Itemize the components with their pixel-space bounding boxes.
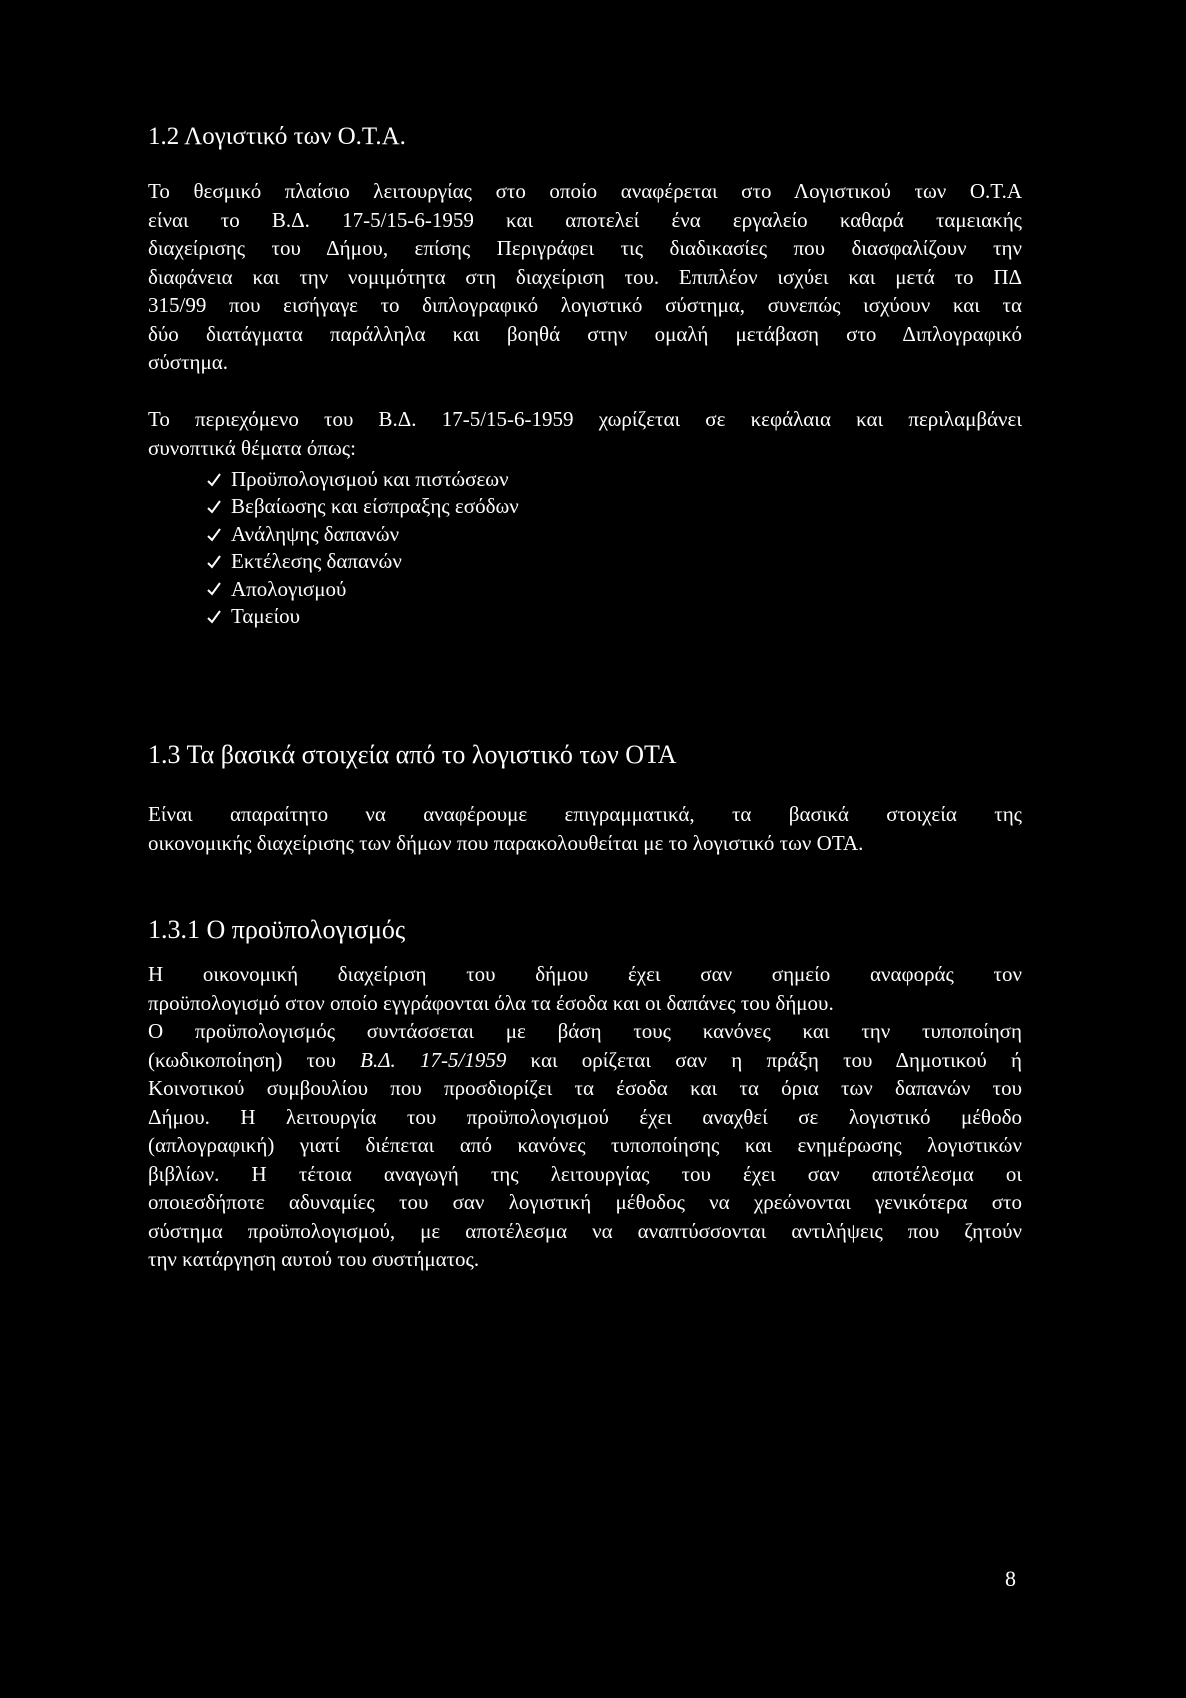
section-1-2-title: 1.2 Λογιστικό των Ο.Τ.Α.	[148, 123, 406, 150]
section-1-3-1-title: 1.3.1 Ο προϋπολογισμός	[148, 915, 406, 944]
list-item	[207, 603, 519, 630]
list-item-label: Ανάληψης δαπανών	[231, 521, 400, 546]
section-1-3-1-paragraph-1	[148, 960, 1022, 1017]
text-line: διαφάνεια και την νομιμότητα στη διαχείριση του. Επιπλέον ισχύει και μετά το ΠΔ	[148, 264, 1022, 289]
text-line: προϋπολογισμό στον οποίο εγγράφονται όλα τα έσοδα και οι δαπάνες του δήμου.	[148, 990, 834, 1015]
text-line: οποιεσδήποτε αδυναμίες του σαν λογιστική μέθοδος να χρεώνονται γενικότερα στο	[148, 1190, 1022, 1214]
checkmark-icon	[207, 555, 221, 569]
text-line: Δήμου. Η λειτουργία του προϋπολογισμού έχει αναχθεί σε λογιστικό μέθοδο	[148, 1104, 1022, 1129]
text-line: διαχείρισης του Δήμου, επίσης Περιγράφει τις διαδικασίες που διασφαλίζουν την	[148, 236, 1022, 260]
text-line: οικονομικής διαχείρισης των δήμων που παρακολουθείται με το λογιστικό των ΟΤΑ.	[148, 830, 864, 855]
checkmark-icon	[207, 528, 221, 542]
list-item	[207, 521, 519, 548]
section-1-3-paragraph	[148, 800, 1022, 857]
text-line: Το περιεχόμενο του Β.Δ. 17-5/15-6-1959 χωρίζεται σε κεφάλαια και περιλαμβάνει	[148, 407, 1022, 431]
topics-checklist	[207, 466, 519, 630]
list-item	[207, 493, 519, 520]
text-line: σύστημα.	[148, 350, 228, 374]
list-item-label: Βεβαίωσης και είσπραξης εσόδων	[231, 494, 519, 519]
text-line: (απλογραφική) γιατί διέπεται από κανόνες τυποποίησης και ενημέρωσης λογιστικών	[148, 1133, 1022, 1157]
section-1-3-1-paragraph-2	[148, 1017, 1022, 1274]
text-line: βιβλίων. Η τέτοια αναγωγή της λειτουργίας του έχει σαν αποτέλεσμα οι	[148, 1161, 1022, 1186]
list-item	[207, 548, 519, 575]
text-segment: και ορίζεται σαν η πράξη του Δημοτικού ή	[506, 1047, 1022, 1072]
text-line: την κατάργηση αυτού του συστήματος.	[148, 1247, 480, 1271]
text-line: Η οικονομική διαχείριση του δήμου έχει σαν σημείο αναφοράς τον	[148, 962, 1022, 986]
section-1-2-paragraph-1	[148, 177, 1022, 377]
list-item-label: Ταμείου	[231, 604, 301, 629]
text-line: Είναι απαραίτητο να αναφέρουμε επιγραμματικά, τα βασικά στοιχεία της	[148, 802, 1022, 826]
checkmark-icon	[207, 473, 221, 487]
text-line: 315/99 που εισήγαγε το διπλογραφικό λογιστικό σύστημα, συνεπώς ισχύουν και τα	[148, 293, 1022, 317]
list-item	[207, 466, 519, 493]
section-1-2-paragraph-2	[148, 405, 1022, 462]
list-item-label: Προϋπολογισμού και πιστώσεων	[231, 467, 509, 491]
checkmark-icon	[207, 610, 221, 624]
checkmark-icon	[207, 500, 221, 514]
text-line: Κοινοτικού συμβουλίου που προσδιορίζει τα έσοδα και τα όρια των δαπανών του	[148, 1076, 1022, 1100]
text-line: Ο προϋπολογισμός συντάσσεται με βάση τους κανόνες και την τυποποίηση	[148, 1019, 1022, 1043]
text-line	[148, 1046, 1022, 1075]
checkmark-icon	[207, 582, 221, 596]
text-segment: (κωδικοποίηση) του	[148, 1047, 361, 1072]
list-item	[207, 576, 519, 603]
text-line: δύο διατάγματα παράλληλα και βοηθά στην ομαλή μετάβαση στο Διπλογραφικό	[148, 321, 1022, 346]
page-number: 8	[1005, 1566, 1016, 1591]
decree-reference: Β.Δ. 17-5/1959	[360, 1047, 507, 1072]
text-line: Το θεσμικό πλαίσιο λειτουργίας στο οποίο αναφέρεται στο Λογιστικού των Ο.Τ.Α	[148, 179, 1022, 203]
list-item-label: Εκτέλεσης δαπανών	[231, 549, 402, 574]
text-line: σύστημα προϋπολογισμού, με αποτέλεσμα να αναπτύσσονται αντιλήψεις που ζητούν	[148, 1218, 1022, 1243]
section-1-3-title: 1.3 Τα βασικά στοιχεία από το λογιστικό των ΟΤΑ	[148, 740, 677, 769]
list-item-label: Απολογισμού	[231, 576, 347, 601]
text-line: είναι το Β.Δ. 17-5/15-6-1959 και αποτελεί ένα εργαλείο καθαρά ταμειακής	[148, 207, 1022, 232]
text-line: συνοπτικά θέματα όπως:	[148, 435, 356, 460]
